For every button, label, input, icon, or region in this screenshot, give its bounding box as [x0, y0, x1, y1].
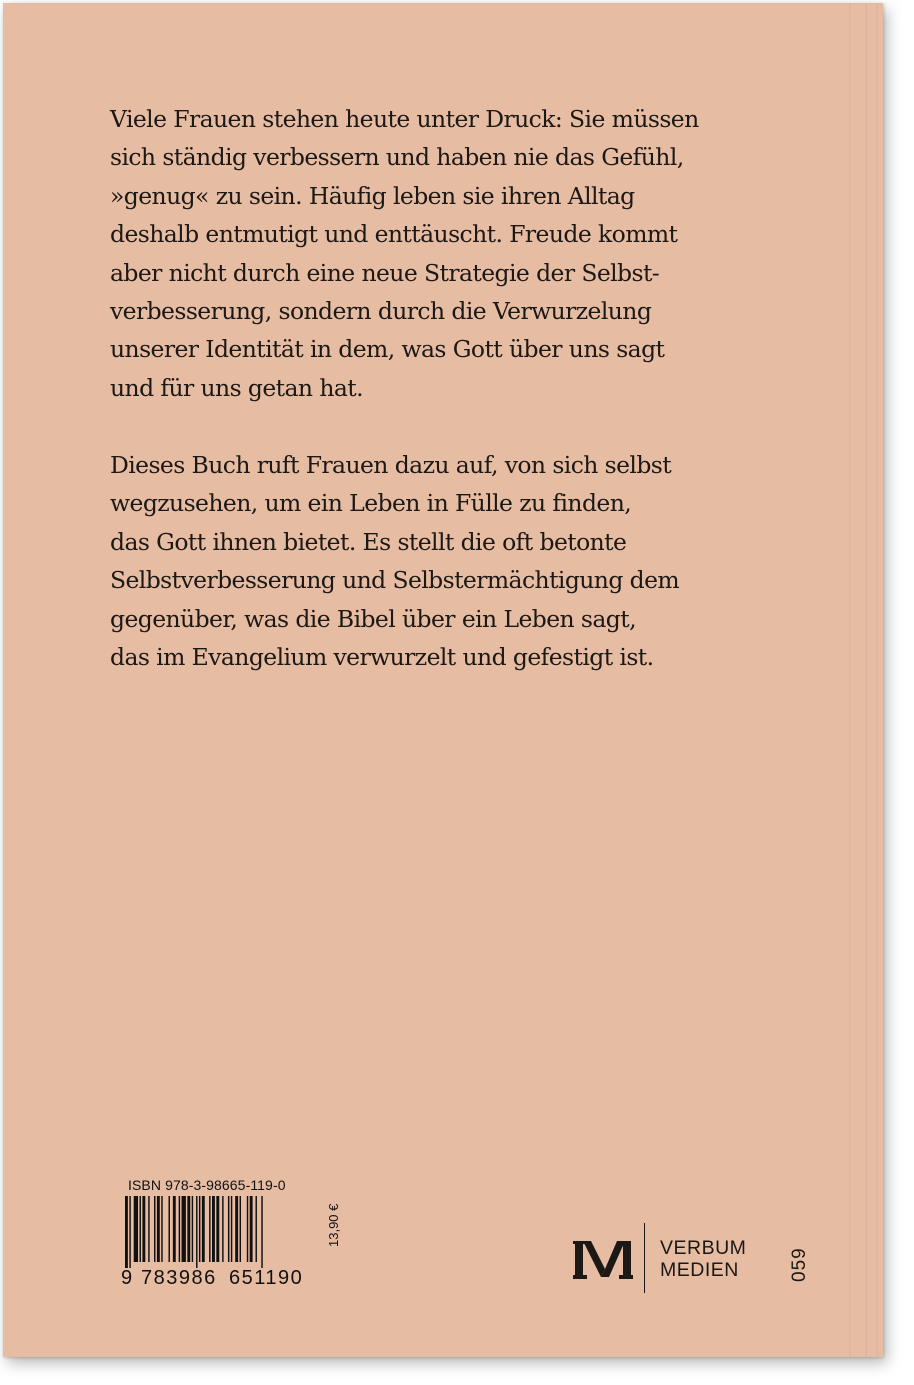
publisher-name-line-2: MEDIEN [660, 1259, 739, 1281]
barcode-digits-right: 651190 [229, 1267, 304, 1289]
series-number: 059 [789, 1247, 810, 1282]
barcode-digits-left: 783986 [141, 1267, 217, 1289]
isbn-label: ISBN 978-3-98665-119-0 [128, 1177, 286, 1193]
vm-monogram-logo-icon [573, 1237, 633, 1283]
cover-spine-edge [849, 3, 883, 1357]
blurb-paragraph-1: Viele Frauen stehen heute unter Druck: Sie müssen sich ständig verbessern und haben nie das Gefühl, »genug« zu sein. Häufig leben sie ihren Alltag deshalb entmutigt und enttäuscht. Freude kommt aber nicht durch eine neue Strategie der Selbst- verbesserung, sondern durch die Verwurzelung unserer Identität in dem, was Gott über uns sagt und für uns getan hat. [110, 105, 699, 402]
barcode-digit-first: 9 [121, 1267, 133, 1289]
blurb-paragraph-2: Dieses Buch ruft Frauen dazu auf, von sich selbst wegzusehen, um ein Leben in Fülle zu finden, das Gott ihnen bietet. Es stellt die oft betonte Selbstverbesserung und Selbstermächtigung dem gegenüber, was die Bibel über ein Leben sagt, das im Evangelium verwurzelt und gefestigt ist. [110, 451, 680, 672]
book-back-cover [3, 3, 883, 1357]
price-label: 13,90 € [326, 1203, 341, 1247]
publisher-divider [644, 1223, 645, 1293]
barcode-icon [121, 1196, 311, 1268]
publisher-name-line-1: VERBUM [660, 1237, 747, 1259]
